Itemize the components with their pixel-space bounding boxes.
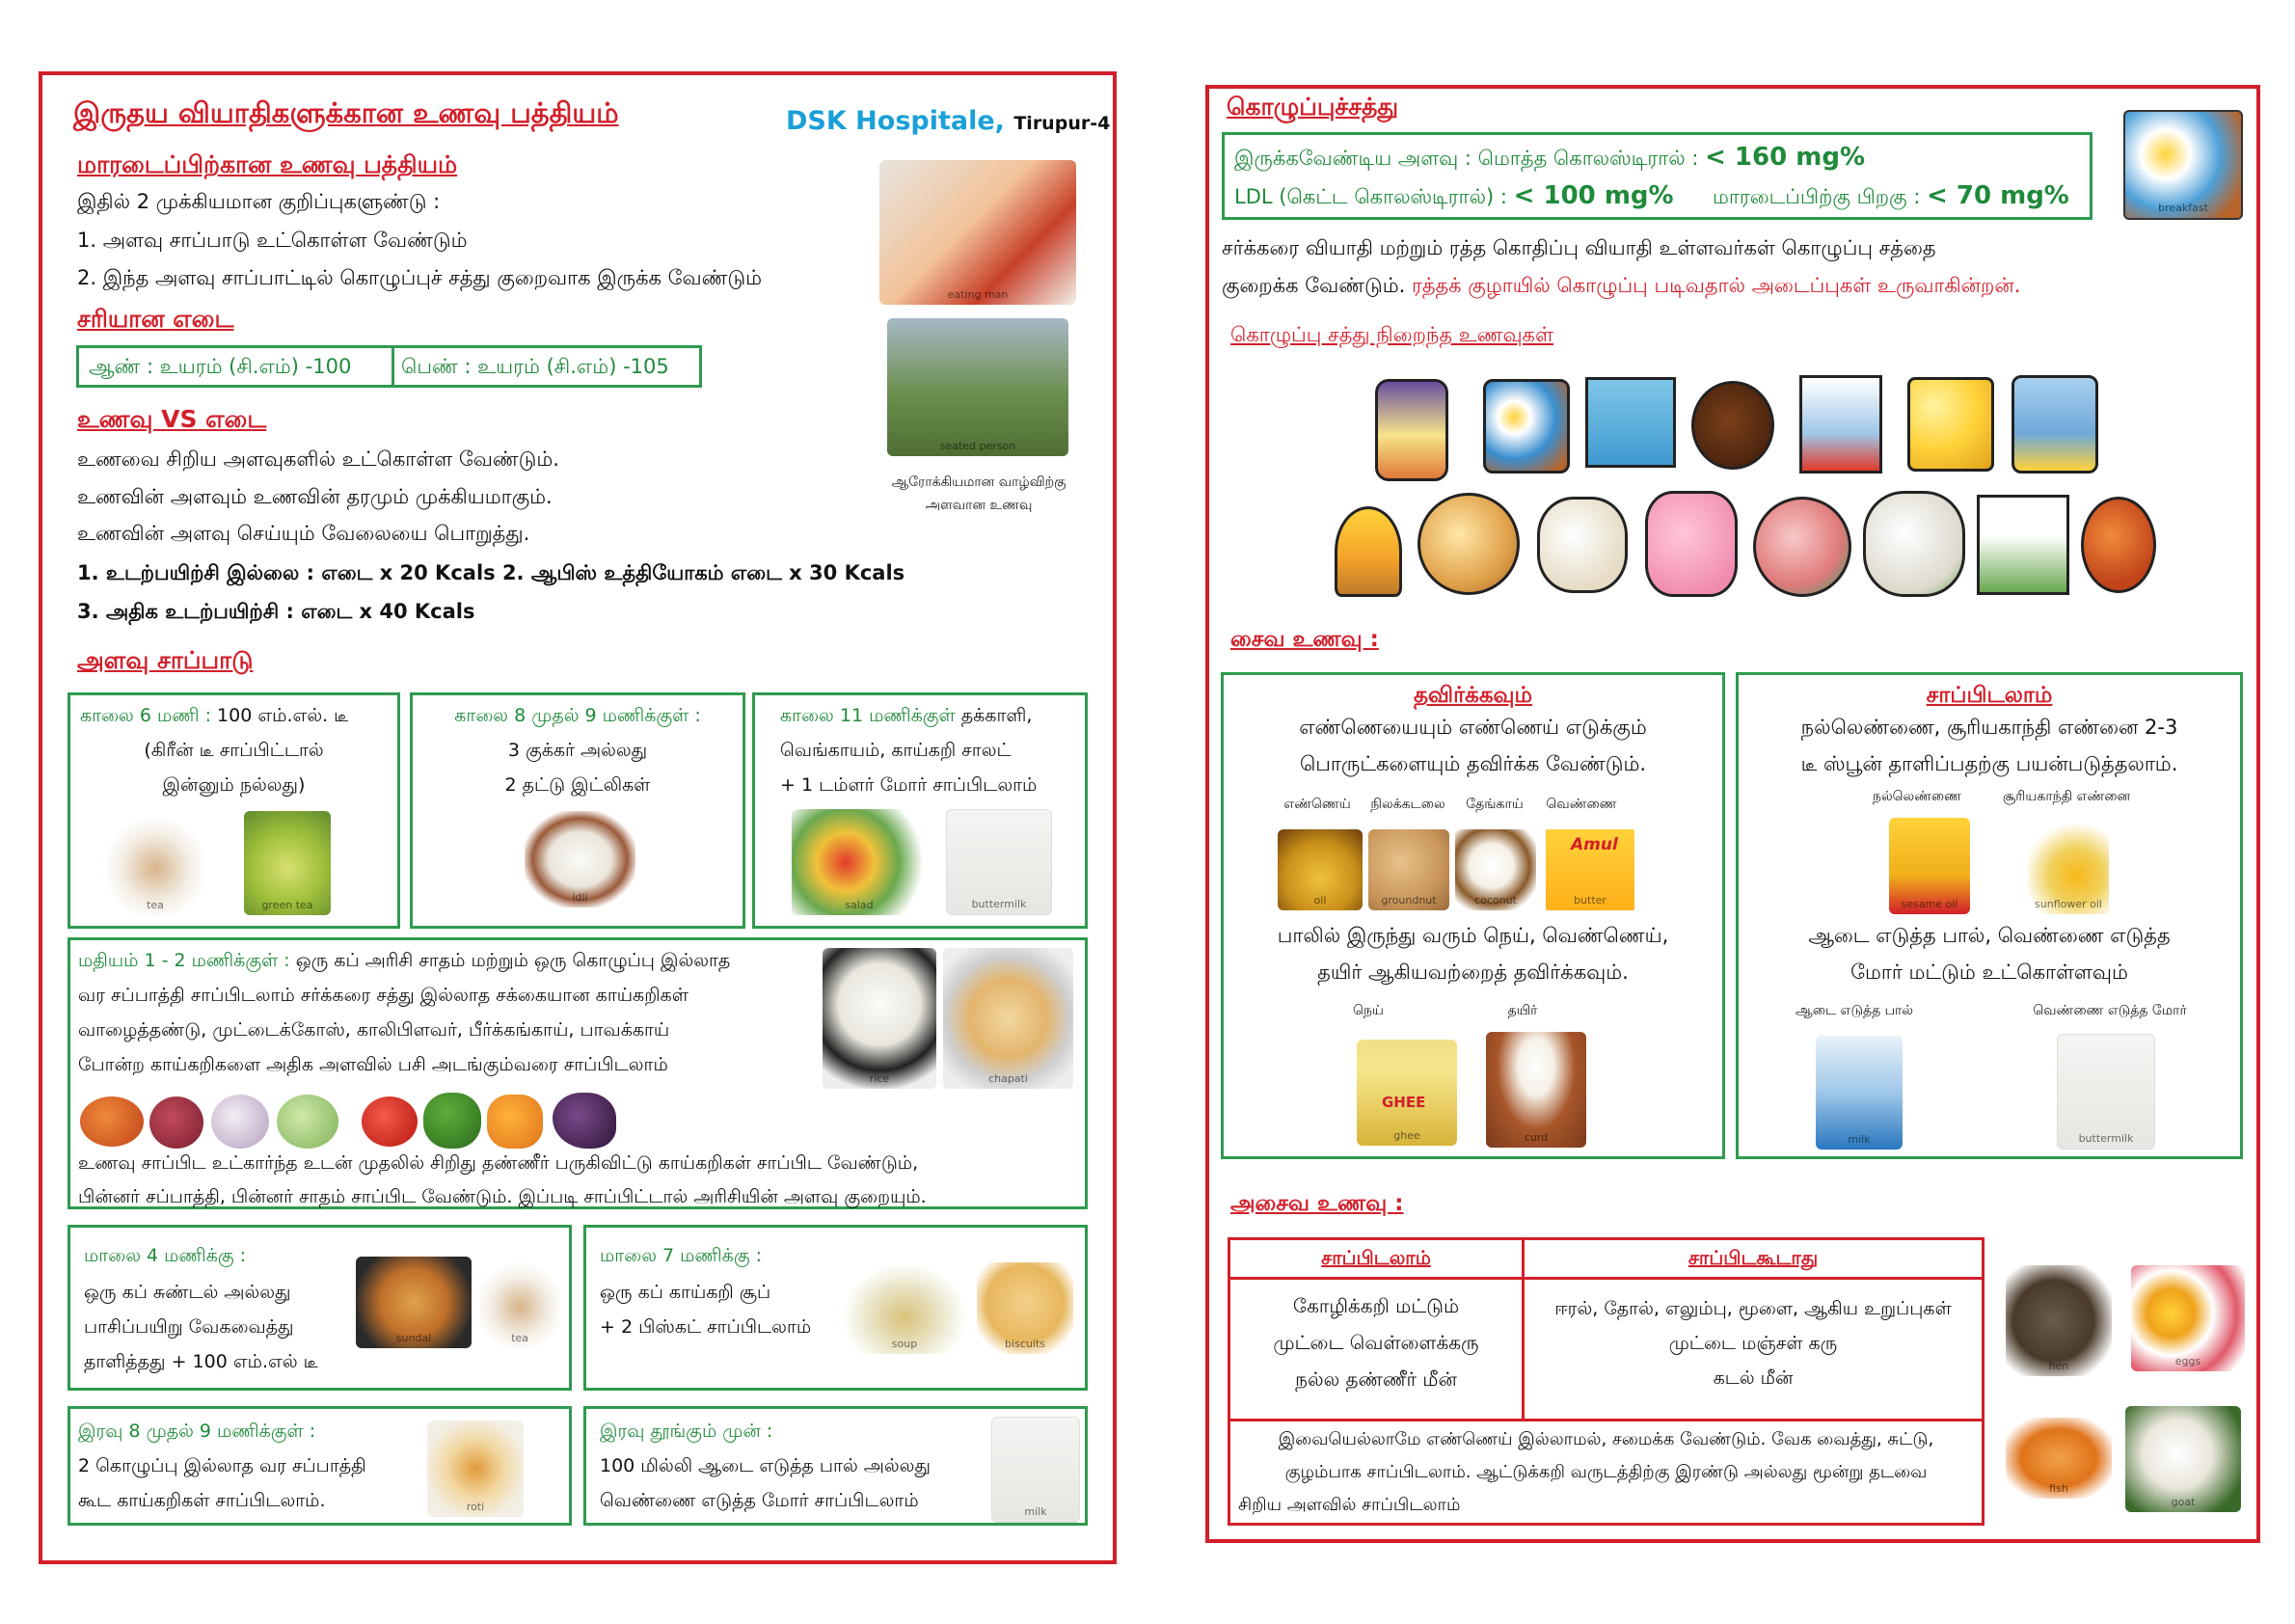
pig-icon xyxy=(1645,491,1738,597)
meal-noon-box xyxy=(68,937,1088,1209)
bedtime-line: வெண்ணை எடுத்த மோர் சாப்பிடலாம் xyxy=(600,1490,919,1511)
butter-image xyxy=(1546,829,1634,910)
shrimp-icon xyxy=(1753,497,1851,597)
groundnut-label: நிலக்கடலை xyxy=(1370,797,1445,812)
nv-note-line: குழம்பாக சாப்பிடலாம். ஆட்டுக்கறி வருடத்திற்கு இரண்டு அல்லது மூன்று தடவை xyxy=(1284,1462,1928,1482)
ghee-jar-image xyxy=(1357,1040,1457,1146)
brinjal-icon xyxy=(553,1093,616,1149)
nv-can-item: கோழிக்கறி மட்டும் xyxy=(1292,1294,1460,1317)
noon-line: போன்ற காய்கறிகளை அதிக அளவில் பசி அடங்கும்வரை சாப்பிடலாம் xyxy=(78,1054,668,1075)
nv-header-divider xyxy=(1230,1277,1982,1280)
veg-avoid-box xyxy=(1221,672,1725,1159)
meal-8am-line: 3 குக்கர் அல்லது xyxy=(507,740,648,761)
fish-image xyxy=(2006,1418,2112,1499)
meal-4pm-label: மாலை 4 மணிக்கு : xyxy=(84,1245,247,1266)
buttermilk2-image xyxy=(2057,1034,2155,1150)
meal-4pm-line: தாளித்தது + 100 எம்.எல் டீ xyxy=(84,1351,318,1372)
nv-note-line: சிறிய அளவில் சாப்பிடலாம் xyxy=(1238,1495,1461,1515)
meal-6am-sub: இன்னும் நல்லது) xyxy=(162,774,306,796)
hen-image xyxy=(2006,1265,2112,1376)
curd-caption: curd xyxy=(1524,1131,1549,1144)
sundal-caption: sundal xyxy=(395,1332,432,1344)
tea-image xyxy=(107,811,203,915)
tea-caption: tea xyxy=(147,899,164,911)
meal-7pm-line: ஒரு கப் காய்கறி சூப் xyxy=(600,1282,771,1303)
meal-8pm-line: 2 கொழுப்பு இல்லாத வர சப்பாத்தி xyxy=(78,1455,366,1476)
shark-fish-icon xyxy=(1585,377,1676,468)
ghee-label: நெய் xyxy=(1353,1003,1384,1018)
sec1-line: 2. இந்த அளவு சாப்பாட்டில் கொழுப்புச் சத்து குறைவாக இருக்க வேண்டும் xyxy=(77,266,763,289)
cheese-icon xyxy=(1907,377,1994,472)
bedtime-label: இரவு தூங்கும் முன் : xyxy=(600,1421,773,1442)
meal-8pm-box xyxy=(68,1406,572,1526)
meal-8pm-label: இரவு 8 முதல் 9 மணிக்குள் : xyxy=(78,1421,316,1442)
milk-glass-caption: milk xyxy=(1024,1505,1047,1518)
obese-person-caption: seated person xyxy=(939,440,1016,452)
breakfast-caption: breakfast xyxy=(2158,202,2208,214)
avoid-line: எண்ணெயையும் எண்ணெய் எடுக்கும் xyxy=(1299,716,1647,739)
healthy-caption: ஆரோக்கியமான வாழ்விற்கு அளவான உணவு xyxy=(891,474,1066,513)
eggs-toast-icon xyxy=(1483,379,1570,474)
curd-image xyxy=(1486,1032,1586,1148)
curd-label: தயிர் xyxy=(1507,1003,1538,1018)
meal-6am-sub: (கிரீன் டீ சாப்பிட்டால் xyxy=(144,740,324,761)
weight-heading: சரியான எடை xyxy=(77,305,234,333)
hospital-title: DSK Hospitale, xyxy=(786,106,1005,136)
noon-line: உணவு சாப்பிட உட்கார்ந்த உடன் முதலில் சிறிது தண்ணீர் பருகிவிட்டு காய்கறிகள் சாப்பிட வேண்டும், xyxy=(78,1152,919,1174)
nv-body-divider xyxy=(1230,1419,1982,1421)
meal-6am-box xyxy=(68,692,400,929)
milk-packet-caption: milk xyxy=(1848,1133,1871,1146)
nv-cannot-item: முட்டை மஞ்சள் கரு xyxy=(1668,1333,1838,1354)
ldl-value: < 100 mg% xyxy=(1513,181,1674,210)
eat-title: சாப்பிடலாம் xyxy=(1926,683,2053,708)
sunflower-oil-image xyxy=(2028,818,2109,914)
hen-caption: hen xyxy=(2048,1360,2069,1372)
groundnut-image xyxy=(1368,829,1449,910)
butter-pack-icon xyxy=(2012,375,2098,474)
meal-7pm-box xyxy=(583,1225,1088,1391)
eating-man-image xyxy=(879,160,1076,305)
idli-caption: idli xyxy=(572,891,588,904)
eating-man-caption: eating man xyxy=(947,288,1009,301)
sunflower-oil-caption: sunflower oil xyxy=(2035,898,2102,910)
ldl-label: LDL (கெட்ட கொலஸ்டிரால்) : xyxy=(1234,185,1507,208)
chapati-caption: chapati xyxy=(988,1072,1028,1085)
meal-4pm-box xyxy=(68,1225,572,1391)
breakfast-image xyxy=(2123,110,2243,220)
nv-cannot-head: சாப்பிடகூடாது xyxy=(1688,1246,1819,1269)
tea-cup-image xyxy=(480,1257,559,1348)
sundal-image xyxy=(356,1257,472,1348)
food-vs-heading: உணவு VS எடை xyxy=(77,405,267,433)
chocolate-cake-icon xyxy=(1691,381,1774,470)
salad-image xyxy=(792,809,927,915)
cabbage-icon xyxy=(277,1095,338,1149)
oil-image xyxy=(1278,829,1363,910)
weight-divider xyxy=(392,348,394,385)
chapati-image xyxy=(943,948,1073,1089)
broccoli-icon xyxy=(423,1093,481,1149)
sec1-line: 1. அளவு சாப்பாடு உட்கொள்ள வேண்டும் xyxy=(77,229,468,252)
eggs-cartoon-image xyxy=(2131,1265,2245,1371)
oil-label: எண்ணெய் xyxy=(1283,797,1351,812)
soup-image xyxy=(842,1262,967,1354)
goat-image xyxy=(2125,1406,2241,1512)
nonveg-heading: அசைவ உணவு : xyxy=(1230,1191,1404,1216)
coconut-label: தேங்காய் xyxy=(1466,797,1524,812)
veg-heading: சைவ உணவு : xyxy=(1230,627,1379,652)
cholesterol-box xyxy=(1222,132,2092,220)
noon-label: மதியம் 1 - 2 மணிக்குள் : xyxy=(78,950,290,971)
biscuits-image xyxy=(977,1262,1073,1354)
milk-packet-image xyxy=(1816,1036,1903,1150)
bedtime-line: 100 மில்லி ஆடை எடுத்த பால் அல்லது xyxy=(600,1455,931,1476)
green-tea-image xyxy=(244,811,331,915)
eggs-caption: eggs xyxy=(2174,1355,2201,1367)
avoid-title: தவிர்க்கவும் xyxy=(1413,683,1533,708)
vegetables-row xyxy=(80,1093,620,1150)
onion-icon xyxy=(149,1096,203,1149)
avoid-line: பாலில் இருந்து வரும் நெய், வெண்ணெய், xyxy=(1277,924,1669,947)
capsicum-icon xyxy=(487,1095,543,1149)
eat-line: டீ ஸ்பூன் தாளிப்பதற்கு பயன்படுத்தலாம். xyxy=(1800,752,2178,775)
obese-person-image xyxy=(887,318,1068,456)
hospital-name xyxy=(786,106,1110,136)
eat-line: மோர் மட்டும் உட்கொள்ளவும் xyxy=(1850,961,2128,984)
meal-6am-line xyxy=(80,705,348,729)
amul-label: Amul xyxy=(1571,835,1618,854)
salad-caption: salad xyxy=(845,899,874,911)
milk-glass-image xyxy=(991,1417,1080,1523)
weight-male: ஆண் : உயரம் (சி.எம்) -100 xyxy=(89,355,352,378)
pumpkin-icon xyxy=(80,1096,144,1147)
nv-note-line: இவையெல்லாமே எண்ணெய் இல்லாமல், சமைக்க வேண்டும். வேக வைத்து, சுட்டு, xyxy=(1278,1429,1934,1449)
chol-total-value: < 160 mg% xyxy=(1705,143,1865,172)
kcal-line: 1. உடற்பயிற்சி இல்லை : எடை x 20 Kcals 2. ஆபிஸ் உத்தியோகம் எடை x 30 Kcals xyxy=(77,561,905,584)
soup-caption: soup xyxy=(891,1338,918,1350)
eat-line: ஆடை எடுத்த பால், வெண்ணை எடுத்த xyxy=(1808,924,2171,947)
noon-line: வர சப்பாத்தி சாப்பிடலாம் சர்க்கரை சத்து இல்லாத சக்கையான காய்கறிகள் xyxy=(78,985,688,1006)
sunflower-oil-label: சூரியகாந்தி எண்னை xyxy=(2002,789,2131,804)
ice-cream-jar-icon xyxy=(1375,379,1448,481)
meal-7pm-line: + 2 பிஸ்கட் சாப்பிடலாம் xyxy=(600,1316,812,1338)
goat-caption: goat xyxy=(2171,1496,2196,1508)
sesame-oil-caption: sesame oil xyxy=(1901,898,1958,910)
intro-warning: ரத்தக் குழாயில் கொழுப்பு படிவதால் அடைப்புகள் உருவாகின்றன். xyxy=(1411,274,2021,297)
kcal-line: 3. அதிக உடற்பயிற்சி : எடை x 40 Kcals xyxy=(77,600,475,623)
buttermilk2-caption: buttermilk xyxy=(2078,1132,2134,1145)
nonveg-table xyxy=(1228,1237,1984,1526)
after-attack-label: மாரடைப்பிற்கு பிறகு : xyxy=(1713,185,1921,208)
fatty-foods-grid xyxy=(1321,371,2150,603)
butter-label: வெண்ணை xyxy=(1546,797,1617,812)
buttermilk-image xyxy=(946,809,1052,915)
meal-11am-line xyxy=(780,705,1032,729)
noon-text: ஒரு கப் அரிசி சாதம் மற்றும் ஒரு கொழுப்பு இல்லாத xyxy=(289,950,731,971)
garlic-icon xyxy=(211,1095,269,1149)
rice-image xyxy=(823,948,936,1089)
roti-veg-image xyxy=(427,1421,524,1517)
food-vs-line: உணவின் அளவு செய்யும் வேலையை பொறுத்து. xyxy=(77,522,530,545)
noon-line: பின்னர் சப்பாத்தி, பின்னர் சாதம் சாப்பிட வேண்டும். இப்படி சாப்பிட்டால் அரிசியின் அளவு குறையும். xyxy=(78,1186,927,1207)
weight-formula-box xyxy=(76,345,702,388)
rice-caption: rice xyxy=(869,1072,890,1085)
noon-line: வாழைத்தண்டு, முட்டைக்கோஸ், காலிபிளவர், பீர்க்கங்காய், பாவக்காய் xyxy=(78,1019,670,1041)
intro-part: குறைக்க வேண்டும். xyxy=(1222,274,1412,297)
meal-11am-label: காலை 11 மணிக்குள் xyxy=(780,705,956,726)
roti-veg-caption: roti xyxy=(466,1501,485,1513)
intro-line: சர்க்கரை வியாதி மற்றும் ரத்த கொதிப்பு வியாதி உள்ளவர்கள் கொழுப்பு சத்தை xyxy=(1222,236,1936,259)
meal-7pm-label: மாலை 7 மணிக்கு : xyxy=(600,1245,763,1266)
meal-6am-text: 100 எம்.எல். டீ xyxy=(211,705,349,726)
nv-can-head: சாப்பிடலாம் xyxy=(1321,1246,1431,1269)
fatty-foods-heading: கொழுப்பு சத்து நிறைந்த உணவுகள் xyxy=(1230,323,1553,346)
skim-buttermilk-label: வெண்ணை எடுத்த மோர் xyxy=(2033,1003,2187,1018)
intro-line-2 xyxy=(1222,274,2020,300)
avoid-line: தயிர் ஆகியவற்றைத் தவிர்க்கவும். xyxy=(1317,961,1629,984)
weight-female: பெண் : உயரம் (சி.எம்) -105 xyxy=(401,355,669,378)
meal-8am-line: 2 தட்டு இட்லிகள் xyxy=(504,774,651,796)
nv-can-item: முட்டை வெள்ளைக்கரு xyxy=(1273,1331,1479,1354)
hospital-location: Tirupur-4 xyxy=(1013,113,1111,134)
sheep-icon xyxy=(1863,491,1965,597)
food-vs-line: உணவை சிறிய அளவுகளில் உட்கொள்ள வேண்டும். xyxy=(77,447,559,471)
ghee-label-text: GHEE xyxy=(1382,1094,1426,1111)
meal-8pm-line: கூட காய்கறிகள் சாப்பிடலாம். xyxy=(78,1490,326,1511)
meal-11am-text: தக்காளி, xyxy=(955,705,1033,726)
meal-8am-box xyxy=(410,692,745,929)
meal-bedtime-box xyxy=(583,1406,1088,1526)
ice-cream-cone-icon xyxy=(1335,506,1402,597)
meal-4pm-line: பாசிப்பயிறு வேகவைத்து xyxy=(84,1316,294,1338)
left-title: இருதய வியாதிகளுக்கான உணவு பத்தியம் xyxy=(73,96,619,129)
eat-line: நல்லெண்ணை, சூரியகாந்தி எண்னை 2-3 xyxy=(1800,716,2178,739)
meal-11am-box xyxy=(752,692,1088,929)
meal-6am-label: காலை 6 மணி : xyxy=(80,705,211,726)
veg-eat-box xyxy=(1736,672,2243,1159)
skim-milk-label: ஆடை எடுத்த பால் xyxy=(1795,1003,1913,1018)
tomato-icon xyxy=(362,1096,418,1147)
pizza-icon xyxy=(1418,493,1520,595)
sesame-oil-label: நல்லெண்ணை xyxy=(1873,789,1961,804)
ldl-line xyxy=(1234,181,1674,211)
avoid-line: பொருட்களையும் தவிர்க்க வேண்டும். xyxy=(1299,752,1647,775)
meal-8am-label: காலை 8 முதல் 9 மணிக்குள் : xyxy=(454,705,701,726)
ghee-caption: ghee xyxy=(1393,1129,1420,1142)
after-attack-line xyxy=(1713,181,2069,211)
groundnut-caption: groundnut xyxy=(1381,894,1437,907)
after-attack-value: < 70 mg% xyxy=(1927,181,2069,210)
sec1-heading: மாரடைப்பிற்கான உணவு பத்தியம் xyxy=(77,150,458,178)
tea-cup-caption: tea xyxy=(511,1332,528,1344)
crab-icon xyxy=(2081,497,2156,593)
idli-image xyxy=(525,811,635,907)
cow-icon xyxy=(1977,495,2069,595)
mushroom-icon xyxy=(1537,497,1628,593)
chol-total-line xyxy=(1234,143,1865,173)
nv-cannot-item: ஈரல், தோல், எலும்பு, மூளை, ஆகிய உறுப்புகள் xyxy=(1554,1298,1952,1319)
sesame-oil-image xyxy=(1889,818,1970,914)
biscuits-caption: biscuits xyxy=(1005,1338,1045,1350)
nv-can-item: நல்ல தண்ணீர் மீன் xyxy=(1295,1367,1457,1391)
fat-heading: கொழுப்புச்சத்து xyxy=(1227,93,1399,121)
portion-heading: அளவு சாப்பாடு xyxy=(77,646,254,674)
meal-11am-line: + 1 டம்ளர் மோர் சாப்பிடலாம் xyxy=(780,774,1038,796)
coconut-caption: coconut xyxy=(1474,894,1517,907)
chol-total-label: இருக்கவேண்டிய அளவு : மொத்த கொலஸ்டிரால் : xyxy=(1234,147,1699,170)
nv-cannot-item: கடல் மீன் xyxy=(1713,1367,1794,1389)
meal-4pm-line: ஒரு கப் சுண்டல் அல்லது xyxy=(84,1282,291,1303)
coconut-image xyxy=(1455,829,1536,910)
buttermilk-caption: buttermilk xyxy=(971,898,1027,910)
sec1-line: இதில் 2 முக்கியமான குறிப்புகளுண்டு : xyxy=(77,190,441,213)
butter-caption: butter xyxy=(1574,894,1606,907)
green-tea-caption: green tea xyxy=(261,899,313,911)
meal-11am-line: வெங்காயம், காய்கறி சாலட் xyxy=(780,740,1012,761)
food-vs-line: உணவின் அளவும் உணவின் தரமும் முக்கியமாகும். xyxy=(77,485,553,508)
noon-line xyxy=(78,950,730,974)
milk-carton-icon xyxy=(1799,375,1882,474)
fish-caption: fish xyxy=(2049,1482,2068,1495)
oil-caption: oil xyxy=(1313,894,1327,907)
